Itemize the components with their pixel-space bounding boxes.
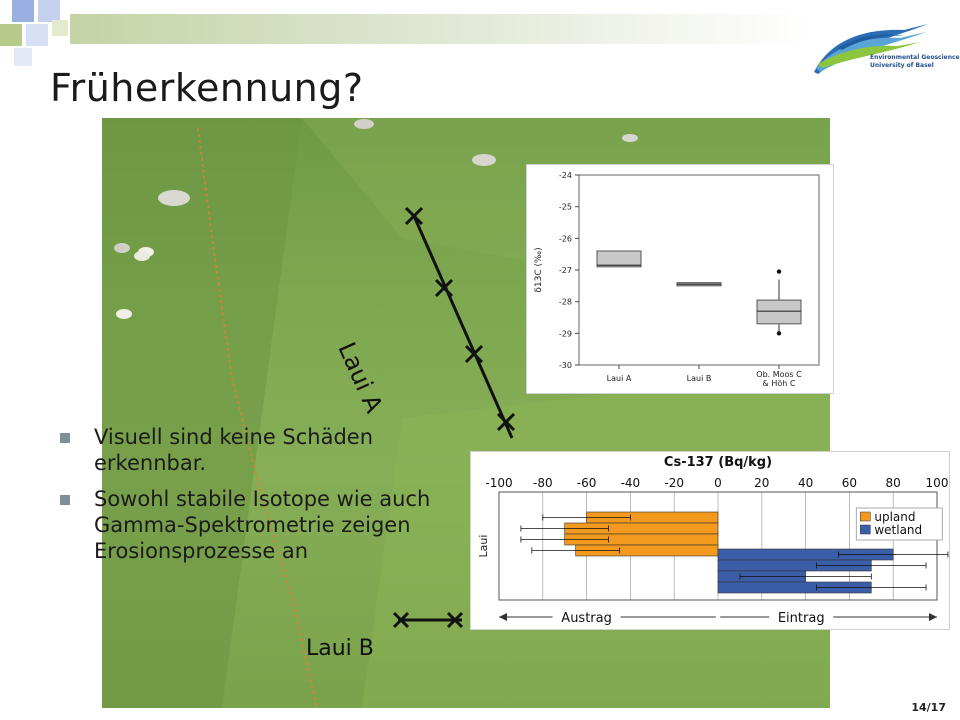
logo-text-line1: Environmental Geoscience [870, 54, 960, 61]
isotope-boxplot [526, 164, 834, 394]
deco-square [26, 24, 48, 46]
bullet-list [60, 424, 480, 574]
deco-square [52, 20, 68, 36]
legend-label: upland [874, 510, 916, 524]
legend-swatch [860, 525, 870, 534]
x-tick-label: Laui A [606, 374, 632, 383]
plot-frame [579, 175, 819, 365]
legend-label: wetland [874, 523, 923, 537]
bullet-text: Visuell sind keine Schäden erkennbar. [94, 425, 374, 475]
logo-text-line2: University of Basel [870, 62, 934, 69]
bullet-item [60, 486, 480, 564]
y-tick-label: -25 [558, 202, 572, 212]
x-tick-label: -80 [532, 476, 553, 490]
barchart-svg [471, 452, 949, 629]
y-tick-label: -24 [558, 171, 572, 180]
y-tick-label: -26 [558, 234, 572, 244]
bullet-marker [60, 433, 70, 443]
bullet-marker [60, 495, 70, 505]
transect-label-laui-b: Laui B [306, 636, 374, 661]
legend-swatch [860, 512, 870, 521]
university-logo [808, 14, 960, 78]
x-tick-label: & Höh C [762, 379, 796, 388]
slide-title: Früherkennung? [50, 66, 364, 110]
x-tick-label: 80 [885, 476, 901, 490]
outlier-point [777, 269, 781, 273]
x-label-eintrag: Eintrag [777, 611, 825, 626]
x-tick-label: 20 [754, 476, 770, 490]
chart-title: Cs-137 (Bq/kg) [663, 455, 773, 470]
x-tick-label: -20 [664, 476, 685, 490]
deco-square [38, 0, 60, 22]
y-axis-label: δ13C (‰) [534, 247, 544, 293]
x-tick-label: -40 [620, 476, 641, 490]
x-tick-label: 100 [925, 476, 949, 490]
y-tick-label: -30 [558, 361, 572, 370]
deco-square [12, 0, 34, 22]
x-tick-label: Laui B [686, 374, 712, 383]
arrow-head [499, 613, 507, 621]
boxplot-svg [527, 165, 833, 393]
y-tick-label: -27 [558, 266, 572, 275]
x-label-austrag: Austrag [561, 611, 612, 626]
y-tick-label: -28 [558, 297, 572, 307]
transect-label-laui-a: Laui A [332, 338, 389, 418]
box [597, 251, 641, 267]
x-tick-label: Ob. Moos C [756, 370, 802, 379]
x-tick-label: 60 [841, 476, 858, 490]
bullet-text: Sowohl stabile Isotope wie auch Gamma-Spektrometrie zeigen Erosionsprozesse an [94, 487, 431, 563]
deco-square [14, 48, 32, 66]
arrow-head [929, 613, 937, 621]
x-tick-label: 0 [714, 476, 722, 490]
header-band [70, 14, 810, 44]
box [757, 300, 801, 324]
bullet-item [60, 424, 480, 476]
y-tick-label: -29 [558, 329, 572, 339]
x-tick-label: -100 [485, 476, 513, 490]
deco-square [0, 24, 22, 46]
row-label: Laui [477, 534, 490, 558]
cs137-bar-chart [470, 451, 950, 630]
x-tick-label: -60 [576, 476, 597, 490]
outlier-point [777, 331, 781, 335]
x-tick-label: 40 [797, 476, 814, 490]
page-number: 14/17 [911, 701, 946, 714]
